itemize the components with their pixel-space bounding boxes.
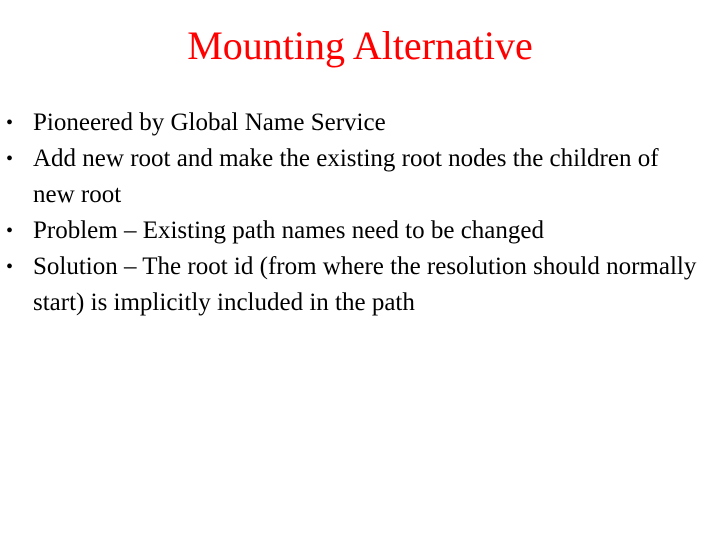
- bullet-item: [6, 213, 706, 249]
- slide-title: Mounting Alternative: [187, 23, 533, 68]
- bullet-item: [6, 105, 706, 141]
- bullet-item: [6, 249, 706, 321]
- bullet-dot-icon: •: [6, 148, 14, 170]
- bullet-list: [6, 105, 706, 321]
- bullet-dot-icon: •: [6, 256, 14, 278]
- bullet-dot-icon: •: [6, 220, 14, 242]
- bullet-item: [6, 141, 706, 213]
- bullet-text: Pioneered by Global Name Service: [33, 109, 386, 136]
- bullet-text: Add new root and make the existing root nodes the children of new root: [33, 145, 659, 208]
- bullet-text: Problem – Existing path names need to be changed: [33, 217, 544, 244]
- bullet-text: Solution – The root id (from where the resolution should normally start) is implicitly included in the path: [33, 253, 697, 316]
- bullet-dot-icon: •: [6, 112, 14, 134]
